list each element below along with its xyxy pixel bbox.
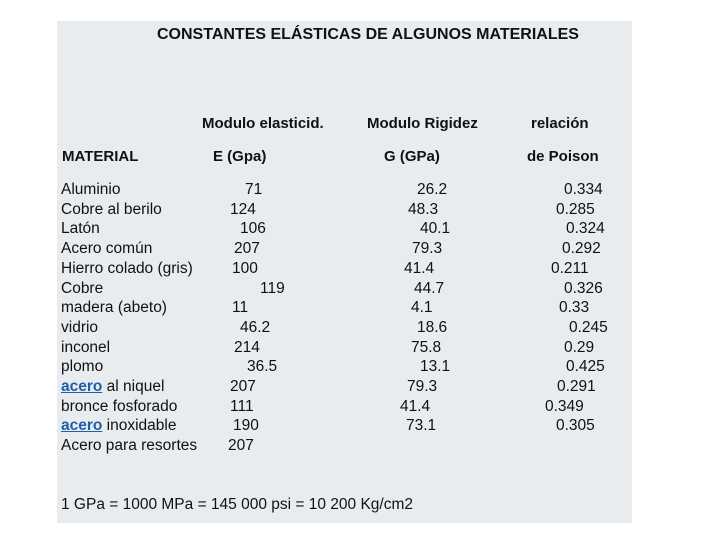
page-title: CONSTANTES ELÁSTICAS DE ALGUNOS MATERIALES bbox=[157, 26, 579, 43]
row-nu-value: 0.425 bbox=[566, 358, 605, 376]
row-g-value: 13.1 bbox=[420, 358, 451, 376]
material-label-rest: inoxidable bbox=[102, 417, 177, 435]
row-nu-value: 0.349 bbox=[545, 397, 584, 415]
row-e-value: 106 bbox=[240, 220, 266, 238]
row-g-value: 79.3 bbox=[412, 240, 443, 258]
row-material: plomo bbox=[61, 358, 104, 376]
header-g-unit: G (GPa) bbox=[384, 148, 440, 165]
header-e-top: Modulo elasticid. bbox=[202, 115, 324, 132]
row-e-value: 100 bbox=[232, 259, 258, 277]
header-g-top: Modulo Rigidez bbox=[367, 115, 478, 132]
row-material: madera (abeto) bbox=[61, 299, 167, 317]
row-e-value: 207 bbox=[228, 437, 254, 455]
material-link[interactable]: acero bbox=[61, 378, 103, 395]
header-nu-top: relación bbox=[531, 115, 589, 132]
material-link[interactable]: acero bbox=[61, 417, 103, 435]
header-material: MATERIAL bbox=[62, 148, 139, 165]
row-nu-value: 0.33 bbox=[559, 299, 590, 317]
row-e-value: 71 bbox=[245, 181, 263, 198]
row-material: bronce fosforado bbox=[61, 397, 178, 415]
row-material: Cobre bbox=[61, 279, 104, 297]
row-e-value: 46.2 bbox=[240, 318, 271, 336]
row-g-value: 73.1 bbox=[406, 417, 437, 435]
row-g-value: 4.1 bbox=[411, 299, 433, 317]
row-nu-value: 0.245 bbox=[569, 318, 608, 336]
row-e-value: 190 bbox=[233, 417, 259, 435]
row-g-value: 75.8 bbox=[411, 338, 442, 356]
row-nu-value: 0.326 bbox=[564, 279, 603, 297]
row-g-value: 44.7 bbox=[414, 279, 445, 297]
row-e-value: 11 bbox=[232, 299, 249, 317]
row-nu-value: 0.305 bbox=[556, 417, 595, 435]
row-nu-value: 0.292 bbox=[562, 240, 601, 258]
row-material: Cobre al berilo bbox=[61, 200, 162, 218]
row-material: inconel bbox=[61, 338, 111, 356]
row-material: Latón bbox=[61, 220, 100, 238]
row-nu-value: 0.291 bbox=[557, 378, 596, 395]
header-e-unit: E (Gpa) bbox=[213, 148, 267, 165]
row-material[interactable] bbox=[61, 417, 176, 435]
row-g-value: 79.3 bbox=[407, 378, 438, 395]
header-nu-unit: de Poison bbox=[527, 148, 599, 165]
conversion-note: 1 GPa = 1000 MPa = 145 000 psi = 10 200 Kg/cm2 bbox=[61, 496, 414, 513]
row-e-value: 111 bbox=[230, 397, 254, 415]
row-e-value: 119 bbox=[260, 279, 285, 297]
row-e-value: 124 bbox=[230, 200, 256, 218]
row-material: Acero común bbox=[61, 240, 153, 258]
row-g-value: 26.2 bbox=[417, 181, 448, 198]
row-g-value: 40.1 bbox=[420, 220, 451, 238]
row-material: Aluminio bbox=[61, 181, 121, 198]
row-nu-value: 0.211 bbox=[551, 259, 589, 277]
row-material: Hierro colado (gris) bbox=[61, 259, 193, 277]
row-nu-value: 0.29 bbox=[564, 338, 595, 356]
row-e-value: 214 bbox=[234, 338, 260, 356]
row-g-value: 41.4 bbox=[400, 397, 431, 415]
row-material: Acero para resortes bbox=[61, 437, 198, 455]
row-e-value: 36.5 bbox=[247, 358, 278, 376]
row-e-value: 207 bbox=[234, 240, 260, 258]
row-g-value: 18.6 bbox=[417, 318, 448, 336]
row-nu-value: 0.334 bbox=[564, 181, 603, 198]
row-nu-value: 0.324 bbox=[566, 220, 605, 238]
row-material[interactable] bbox=[61, 378, 164, 396]
row-nu-value: 0.285 bbox=[556, 200, 595, 218]
row-material: vidrio bbox=[61, 318, 99, 336]
material-label-rest: al niquel bbox=[102, 378, 165, 395]
row-e-value: 207 bbox=[230, 378, 256, 395]
row-g-value: 41.4 bbox=[404, 259, 435, 277]
row-g-value: 48.3 bbox=[408, 200, 439, 218]
